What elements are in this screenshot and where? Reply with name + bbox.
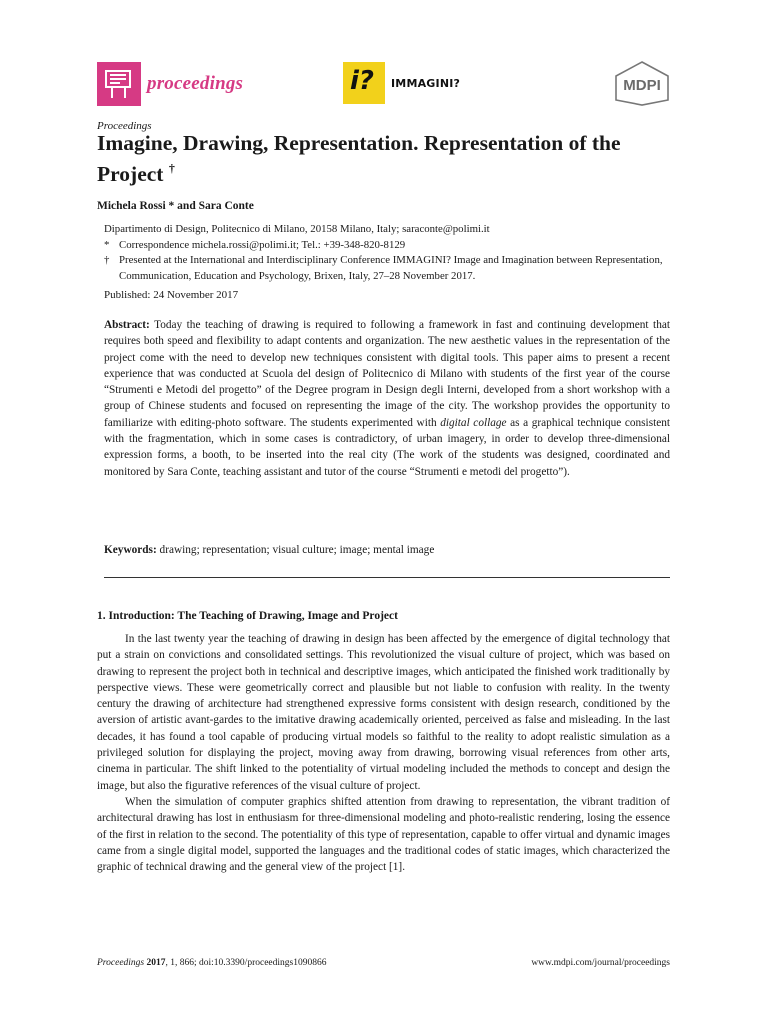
presentation-board-icon [97,62,141,106]
affiliation-mark: * [104,238,110,251]
page-footer [97,958,670,968]
body-text [97,631,670,875]
footer-journal: Proceedings [97,958,145,968]
affiliation-text: Dipartimento di Design, Politecnico di Milano, 20158 Milano, Italy; saraconte@polimi.it [104,223,490,235]
affiliation-text: Presented at the International and Interdisciplinary Conference IMMAGINI? Image and Imagination between Representation, Communication, Education and Psychology, Brixen, Italy, 27–28 November 2017. [119,254,663,282]
section-divider [104,577,670,578]
abstract [104,317,670,480]
author-list: Michela Rossi * and Sara Conte [97,200,254,212]
affiliation-mark: † [104,254,110,266]
immagini-logo[interactable] [343,62,460,104]
journal-label: Proceedings [97,120,152,132]
footer-year: 2017 [146,958,166,968]
abstract-text-part2: as a graphical technique consistent with the fragmentation, which in some cases is contradictory, of urban imagery, in order to develop three-dimensional expression forms, a booth, to be inserted into the real city (The work of the students was designed, coordinated and monitored by Sara Conte, teaching assistant and tutor of the course “Strumenti e metodi del progetto”). [104,416,671,478]
immagini-mark: i? [350,66,374,96]
mdpi-hexagon-icon [612,60,672,106]
article-title [97,131,677,187]
title-footnote-mark: † [168,161,175,175]
article-title-text: Imagine, Drawing, Representation. Representation of the Project [97,131,621,186]
keywords [104,544,670,556]
proceedings-logo[interactable] [97,62,243,106]
immagini-mark-icon [343,62,385,104]
page-header [97,58,672,108]
abstract-emphasis: digital collage [440,416,507,429]
footer-url-link[interactable]: www.mdpi.com/journal/proceedings [531,958,670,968]
affiliation-item [104,253,674,284]
affiliation-text: Correspondence michela.rossi@polimi.it; Tel.: +39-348-820-8129 [119,238,406,251]
paragraph: When the simulation of computer graphics shifted attention from drawing to representation, the vibrant tradition of architectural drawing has lost in enthusiasm for three-dimensional modeling and photo-realistic rendering, losing the essence of the first in relation to the second. The potentiality of this type of representation, capable to offer virtual and dynamic images came from a single digital model, supported the languages and the traditional codes of static images, which characterized the graphic of technical drawing and the general view of the project [1]. [97,795,670,874]
abstract-text-part1: Today the teaching of drawing is required to following a framework in fast and continuing development that requires both speed and flexibility to adapt contents and organization. The new aesthetic values in the representation of the project come with the need to develop new techniques consistent with digital tools. This paper aims to present a recent experience that was conducted at Scuola del design of Politecnico di Milano with students of the first year of the course “Strumenti e Metodi del progetto” of the Degree program in Design degli Interni, developed from a short workshop with a group of Chinese students and focused on representing the image of the city. The workshop provides the opportunity to familiarize with editing-photo software. The students experimented with [104,319,671,429]
affiliation-item [104,222,674,238]
section-heading: 1. Introduction: The Teaching of Drawing, Image and Project [97,610,398,622]
abstract-label: Abstract: [104,319,150,331]
keywords-text: drawing; representation; visual culture; image; mental image [159,544,435,556]
paragraph: In the last twenty year the teaching of drawing in design has been affected by the emergence of digital technology that put a strain on convictions and consolidated settings. This revolutionized the visual culture of project, which was based on drawing to represent the project both in technical and descriptive images, which anticipated the finished work traditionally by perspective views. These were geometrically correct and plausible but not liable to confusion with reality. In the twenty century the drawing of architecture had strengthened expressive forms consistent with design research, conditioned by the aversion of artistic avant-gardes to the imitative drawing academically oriented, perceived as false and misleading. In the last decades, it has found a tool capable of producing virtual models so faithful to the reality to adopt realistic simulation as a privileged solution for displaying the project, moving away from drawing, borrowing visual references from other arts, cinema in particular. The shift linked to the potentiality of virtual modeling included the methods to concept and design the image, but also the figurative references of the visual culture of project. [97,633,670,792]
mdpi-logo-text: MDPI [623,77,661,94]
published-date: Published: 24 November 2017 [104,289,239,301]
affiliations [104,222,674,284]
footer-citation [97,958,326,968]
mdpi-logo[interactable] [612,60,672,106]
proceedings-logo-text: proceedings [147,73,244,94]
affiliation-item [104,238,674,254]
keywords-label: Keywords: [104,544,157,556]
immagini-logo-text: IMMAGINI? [391,76,461,90]
footer-doi: , 1, 866; doi:10.3390/proceedings1090866 [165,958,327,968]
